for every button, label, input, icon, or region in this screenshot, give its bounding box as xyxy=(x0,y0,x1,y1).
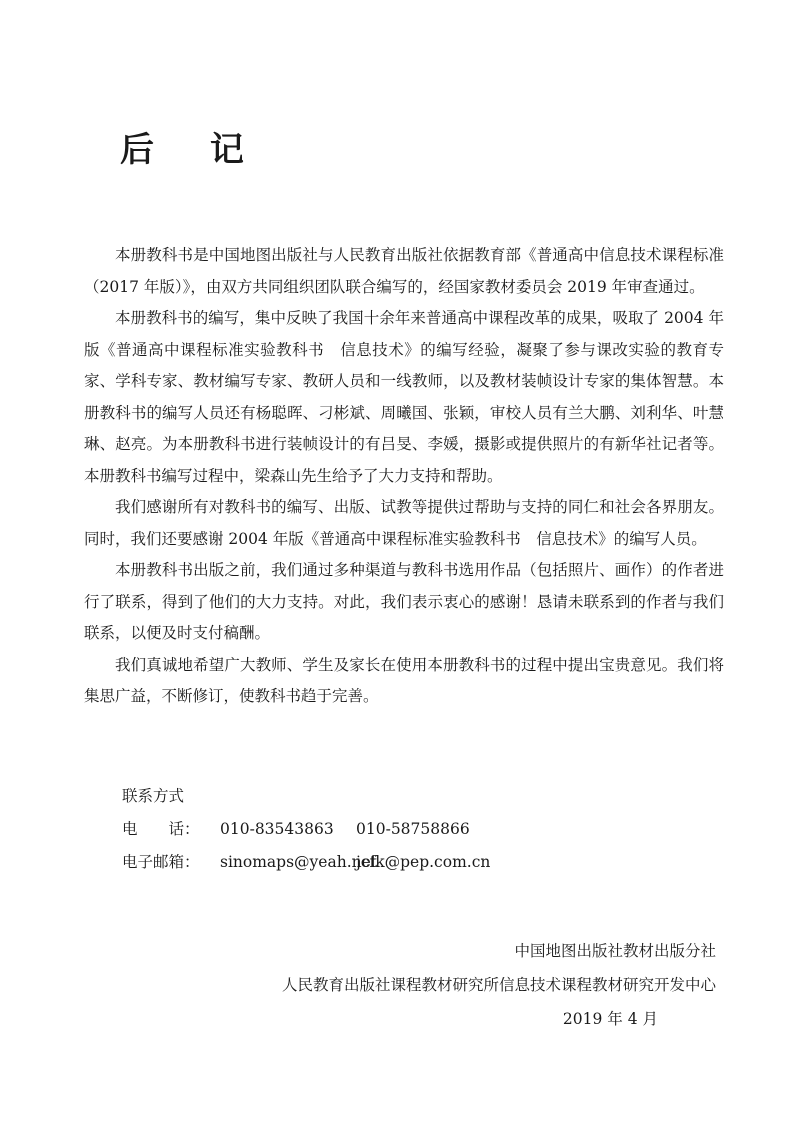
phone-label: 电 话： xyxy=(122,820,200,838)
email-address-2: jcfk@pep.com.cn xyxy=(356,853,491,871)
paragraph-2: 本册教科书的编写，集中反映了我国十余年来普通高中课程改革的成果，吸取了 2004 年版《普通高中课程标准实验教科书 信息技术》的编写经验，凝聚了参与课改实验的教育专家、学科专家、教材编写专家、教研人员和一线教师，以及教材装帧设计专家的集体智慧。本册教科书的编写人员还有杨聪晖、刁彬斌、周曦国、张颖，审校人员有兰大鹏、刘利华、叶慧琳、赵亮。为本册教科书进行装帧设计的有吕旻、李媛，摄影或提供照片的有新华社记者等。本册教科书编写过程中，梁森山先生给予了大力支持和帮助。 xyxy=(84,309,724,485)
paragraph-3: 我们感谢所有对教科书的编写、出版、试教等提供过帮助与支持的同仁和社会各界朋友。同时，我们还要感谢 2004 年版《普通高中课程标准实验教科书 信息技术》的编写人员。 xyxy=(84,498,724,548)
paragraph-4: 本册教科书出版之前，我们通过多种渠道与教科书选用作品（包括照片、画作）的作者进行了联系，得到了他们的大力支持。对此，我们表示衷心的感谢！恳请未联系到的作者与我们联系，以便及时支付稿酬。 xyxy=(84,561,724,642)
contact-section xyxy=(122,780,622,879)
publisher-name-2: 人民教育出版社课程教材研究所信息技术课程教材研究开发中心 xyxy=(281,976,716,994)
publication-date: 2019 年 4 月 xyxy=(562,1010,658,1028)
afterword-body xyxy=(84,240,724,713)
page-title: 后 记 xyxy=(120,130,266,170)
email-address-1: sinomaps@yeah.net xyxy=(220,853,378,871)
phone-number-1: 010-83543863 xyxy=(220,820,334,838)
signature-block xyxy=(282,934,716,1036)
phone-number-2: 010-58758866 xyxy=(356,820,470,838)
email-label: 电子邮箱： xyxy=(122,853,200,871)
email-row xyxy=(122,846,622,879)
paragraph-5: 我们真诚地希望广大教师、学生及家长在使用本册教科书的过程中提出宝贵意见。我们将集思广益，不断修订，使教科书趋于完善。 xyxy=(84,655,724,705)
paragraph-1: 本册教科书是中国地图出版社与人民教育出版社依据教育部《普通高中信息技术课程标准（2017 年版）》，由双方共同组织团队联合编写的，经国家教材委员会 2019 年审查通过。 xyxy=(84,246,724,296)
contact-heading: 联系方式 xyxy=(122,787,185,805)
publisher-name-1: 中国地图出版社教材出版分社 xyxy=(514,942,716,960)
phone-row xyxy=(122,813,622,846)
